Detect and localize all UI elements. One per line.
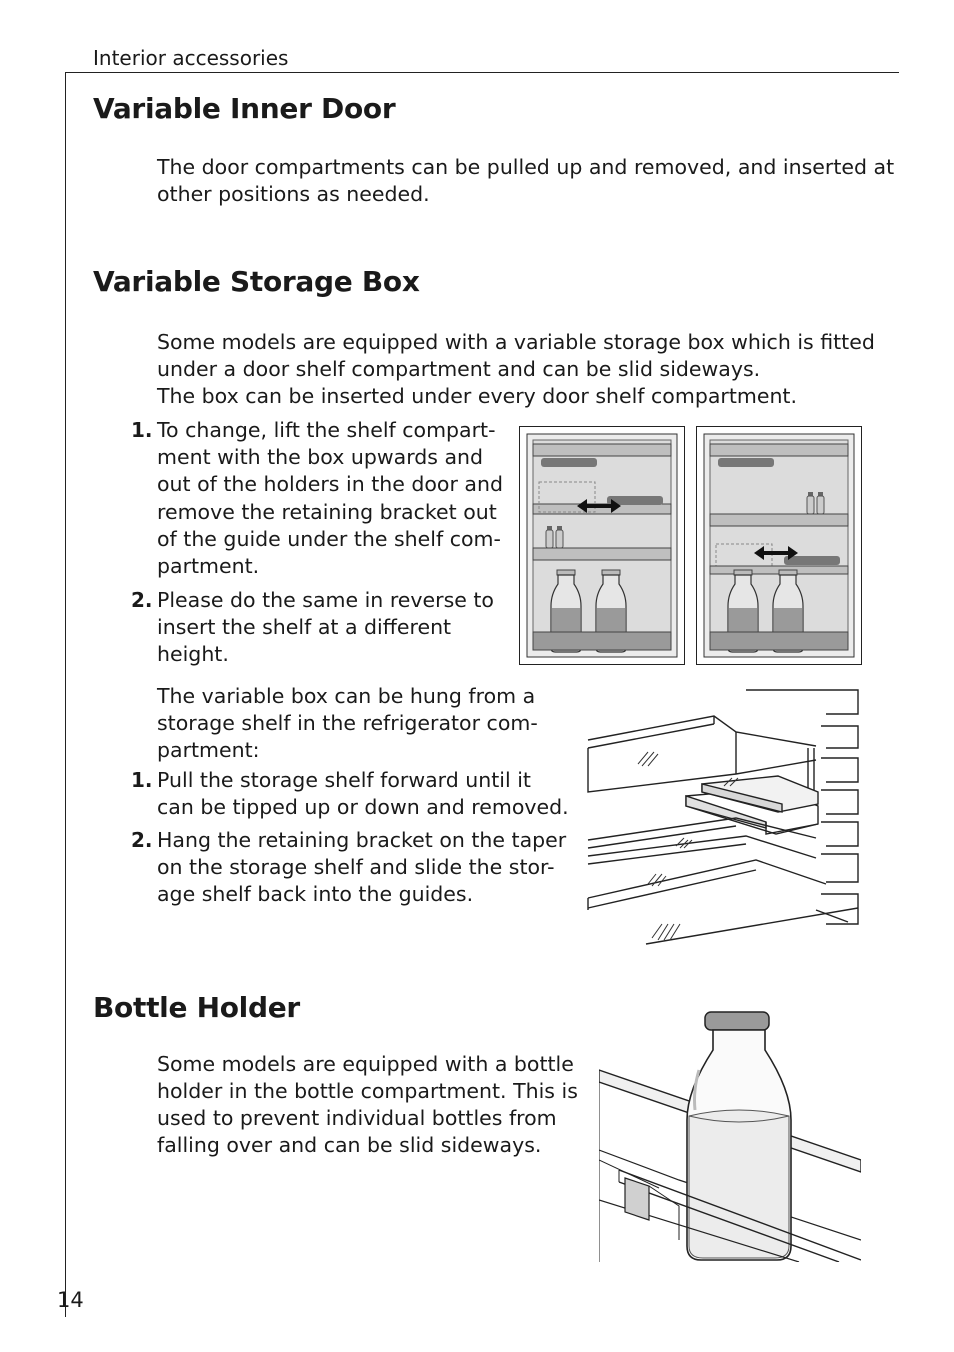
step-number: 1. <box>131 418 153 442</box>
inner-door-text: The door compartments can be pulled up and removed, and inserted at other positions as needed. <box>157 155 895 206</box>
page-number: 14 <box>57 1288 84 1312</box>
heading-variable-storage-box: Variable Storage Box <box>93 265 420 298</box>
storage-shelf-illustration <box>586 688 861 946</box>
step-number: 1. <box>131 768 153 792</box>
step-text: Pull the storage shelf forward until it can be tipped up or down and removed. <box>157 768 569 820</box>
step-number: 2. <box>131 828 153 852</box>
storage-box-intro: Some models are equipped with a variable storage box which is fitted under a door shelf compartment and can be slid sideways. The box can be inserted under every door shelf compartment. <box>157 330 875 408</box>
running-header: Interior accessories <box>93 46 289 70</box>
margin-rule <box>65 72 66 1317</box>
bottle-holder-illustration <box>599 1010 861 1262</box>
heading-bottle-holder: Bottle Holder <box>93 991 300 1024</box>
step-text: To change, lift the shelf compart- ment with the box upwards and out of the holders in the door and remove the retaining bracket out of the guide under the shelf com- partment. <box>157 418 503 579</box>
step-text: Please do the same in reverse to insert the shelf at a different height. <box>157 588 494 667</box>
header-rule <box>66 72 899 73</box>
step-number: 2. <box>131 588 153 612</box>
step-text: Hang the retaining bracket on the taper on the storage shelf and slide the stor- age shelf back into the guides. <box>157 828 567 907</box>
hang-intro: The variable box can be hung from a storage shelf in the refrigerator com- partment: <box>157 684 538 762</box>
door-panel-left <box>520 427 685 665</box>
bottle-icon <box>687 1012 791 1260</box>
heading-variable-inner-door: Variable Inner Door <box>93 92 396 125</box>
door-panel-right <box>697 427 862 665</box>
door-shelf-illustration <box>519 426 862 666</box>
bottle-holder-text: Some models are equipped with a bottle holder in the bottle compartment. This is used to prevent individual bottles from falling over and can be slid sideways. <box>157 1052 578 1157</box>
